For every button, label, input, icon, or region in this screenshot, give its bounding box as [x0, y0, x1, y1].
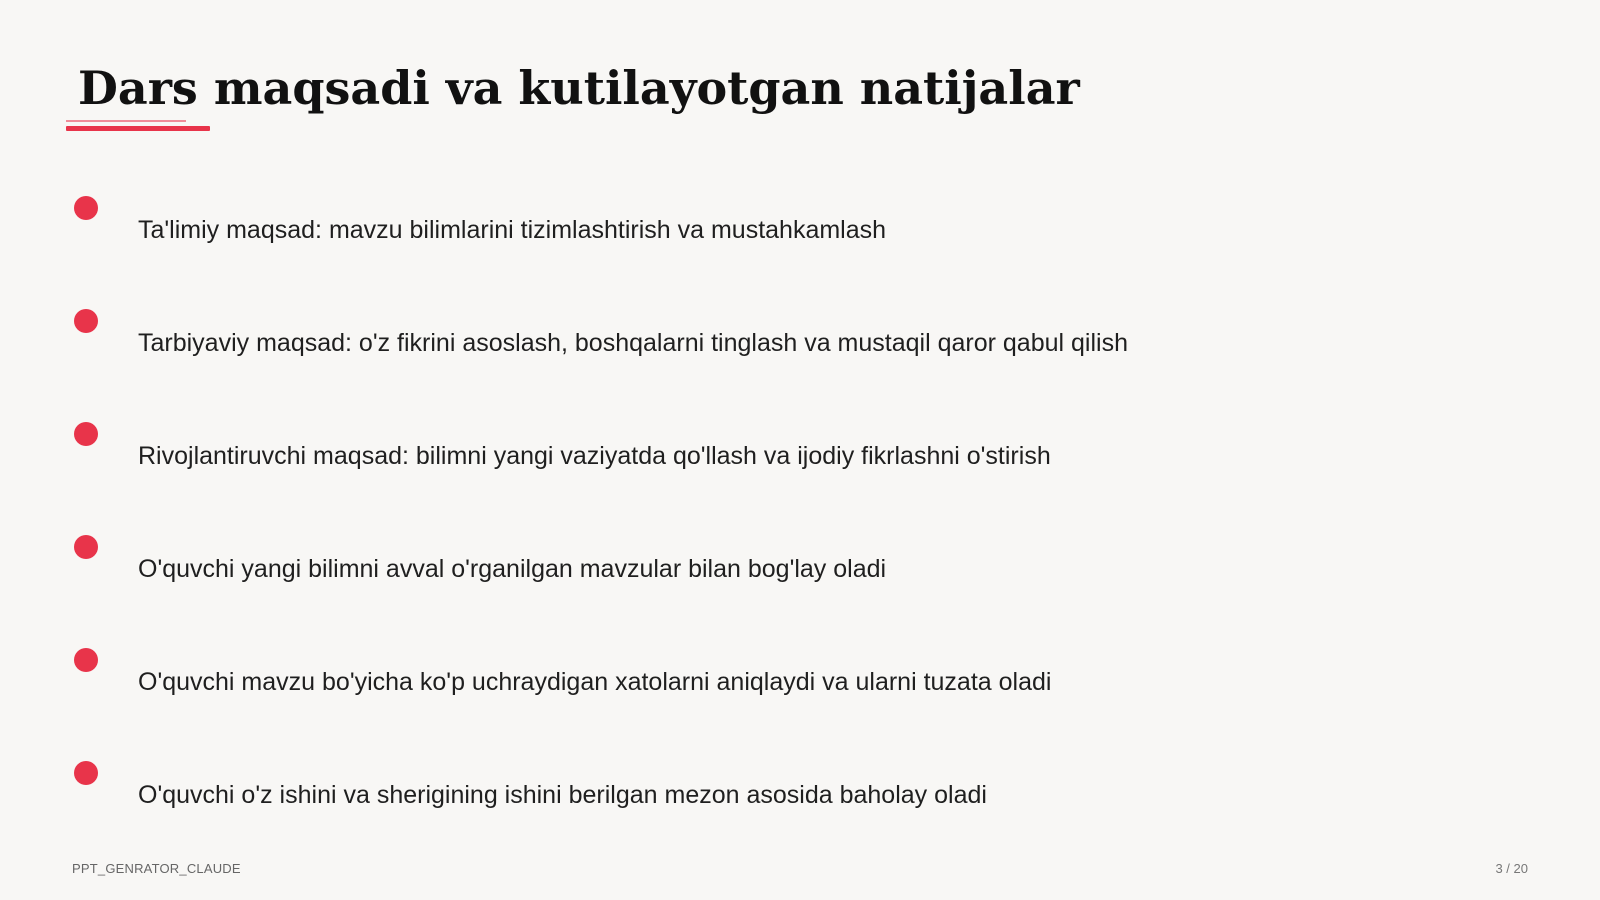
objective-text: Tarbiyaviy maqsad: o'z fikrini asoslash, boshqalarni tinglash va mustaqil qaror qabul qilish — [138, 329, 1128, 357]
bullet-dot-icon — [74, 535, 98, 559]
bullet-dot-icon — [74, 761, 98, 785]
objective-text: O'quvchi o'z ishini va sherigining ishini berilgan mezon asosida baholay oladi — [138, 781, 987, 809]
list-item — [0, 535, 1500, 595]
slide-title: Dars maqsadi va kutilayotgan natijalar — [78, 61, 1080, 115]
list-item — [0, 648, 1500, 708]
page-number: 3 / 20 — [1495, 861, 1528, 876]
title-underline — [66, 126, 210, 131]
bullet-dot-icon — [74, 196, 98, 220]
list-item — [0, 422, 1500, 482]
objective-text: O'quvchi mavzu bo'yicha ko'p uchraydigan xatolarni aniqlaydi va ularni tuzata oladi — [138, 668, 1052, 696]
bullet-dot-icon — [74, 648, 98, 672]
bullet-dot-icon — [74, 422, 98, 446]
title-underline-thin — [66, 120, 186, 122]
objective-text: Ta'limiy maqsad: mavzu bilimlarini tizimlashtirish va mustahkamlash — [138, 216, 887, 244]
list-item — [0, 309, 1500, 369]
list-item — [0, 196, 1500, 256]
list-item — [0, 761, 1500, 821]
objective-text: O'quvchi yangi bilimni avval o'rganilgan mavzular bilan bog'lay oladi — [138, 555, 887, 583]
objective-text: Rivojlantiruvchi maqsad: bilimni yangi vaziyatda qo'llash va ijodiy fikrlashni o'stirish — [138, 442, 1051, 470]
bullet-dot-icon — [74, 309, 98, 333]
footer-brand: PPT_GENRATOR_CLAUDE — [72, 861, 241, 876]
